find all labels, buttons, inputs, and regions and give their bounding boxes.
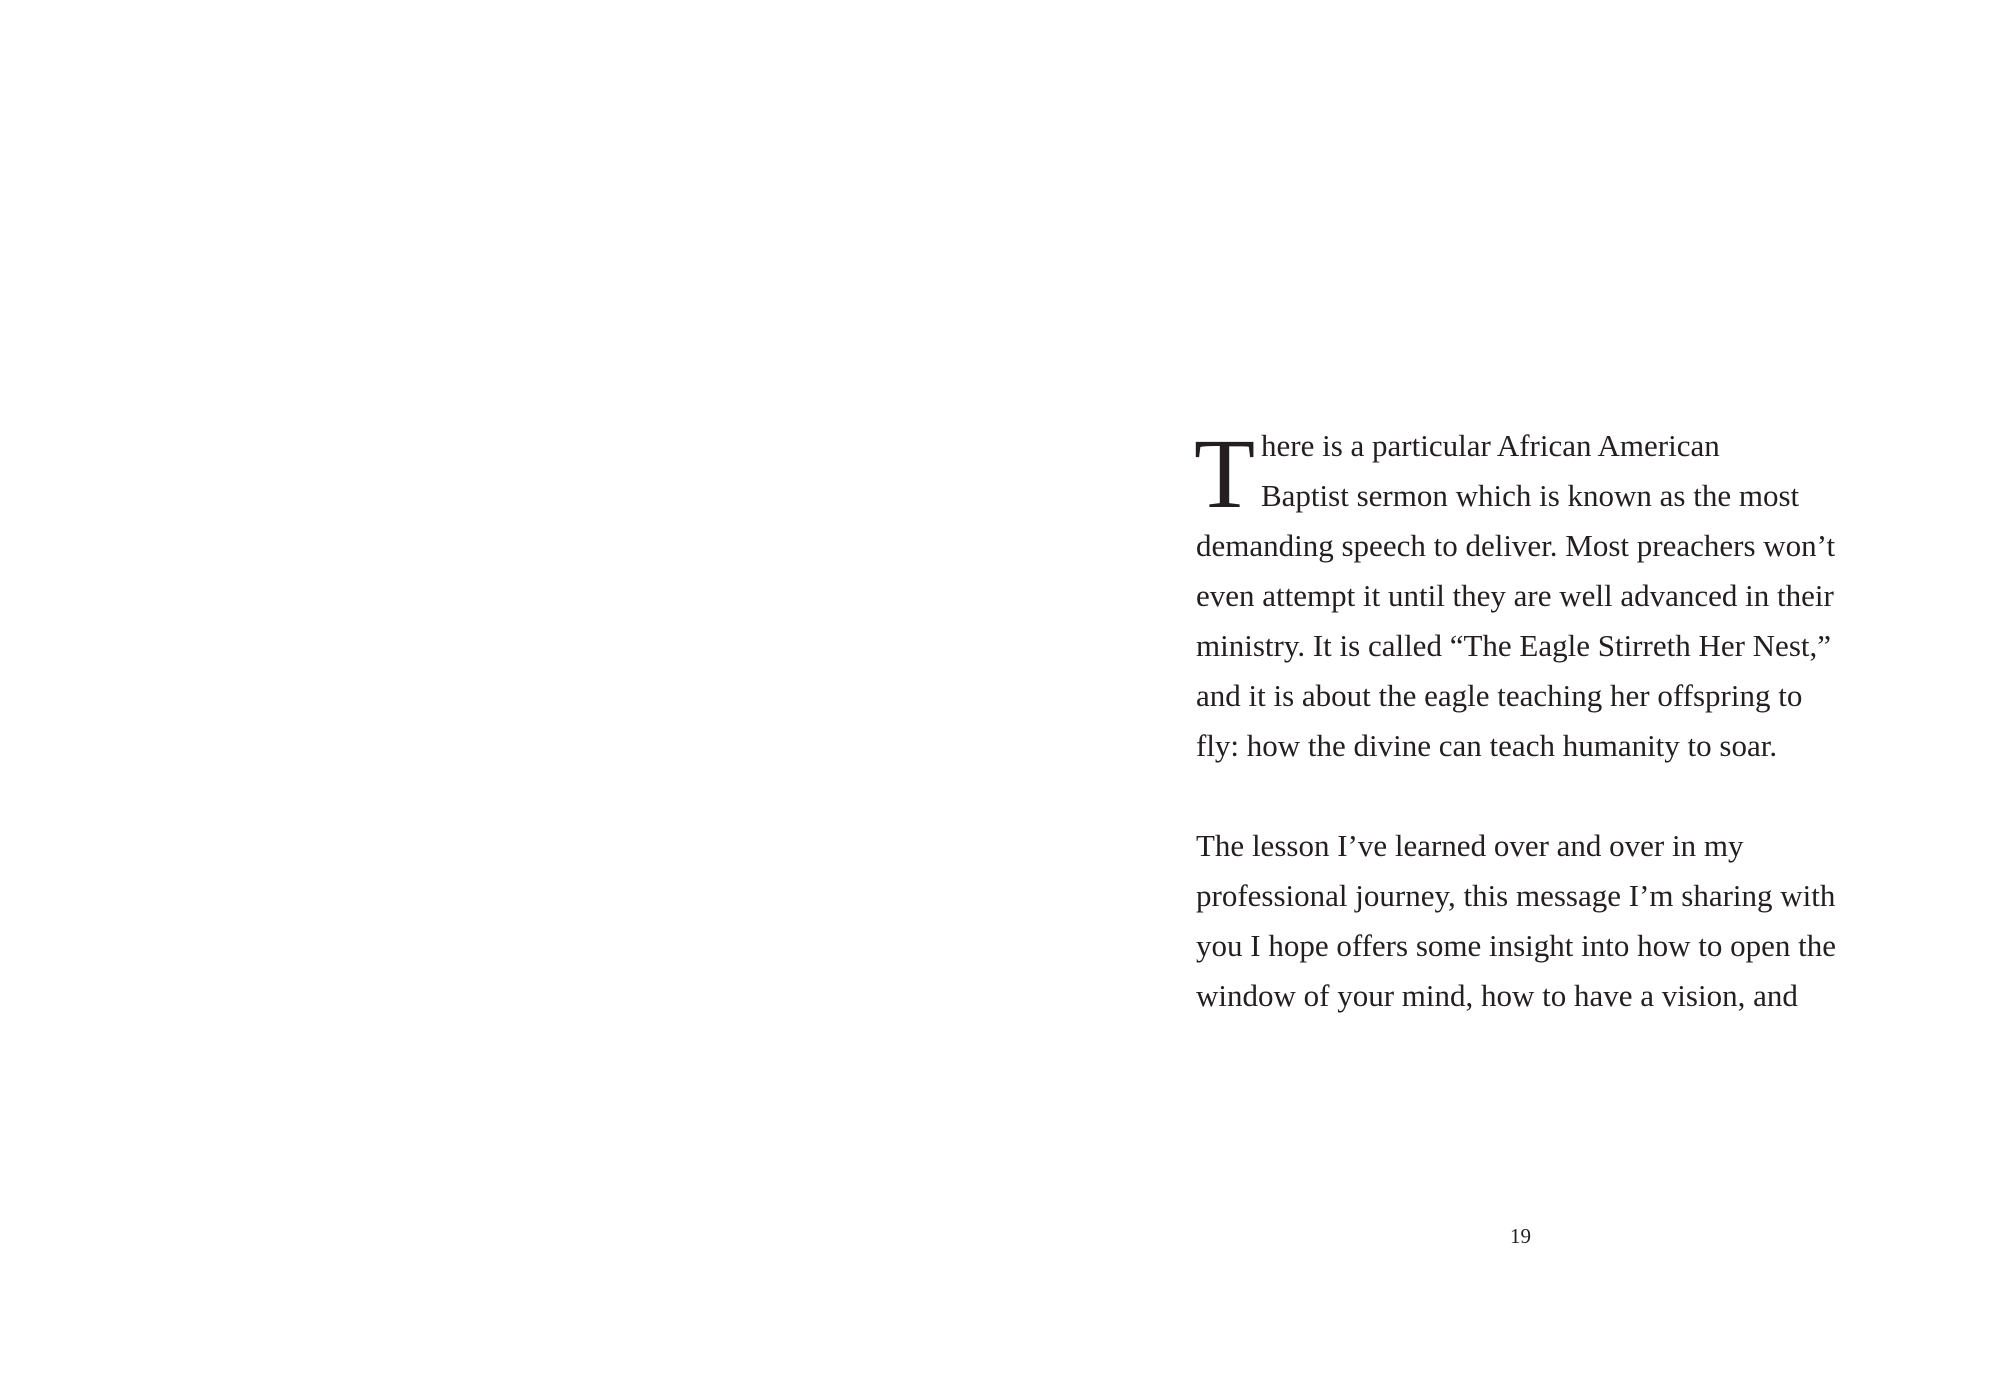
paragraph-1-line-5: ministry. It is called “The Eagle Stirreth Her Nest,”	[1196, 628, 1832, 663]
body-text	[1194, 418, 1896, 1021]
paragraph-2	[1196, 821, 1896, 1021]
paragraph-1-line-6: and it is about the eagle teaching her offspring to	[1196, 678, 1803, 713]
paragraph-1-line-2: Baptist sermon which is known as the most	[1261, 478, 1800, 513]
paragraph-1-line-7: fly: how the divine can teach humanity to soar.	[1196, 728, 1778, 763]
paragraph-1	[1194, 418, 1896, 771]
drop-cap: T	[1194, 418, 1256, 529]
page-number: 19	[1510, 1224, 1531, 1248]
paragraph-2-line-1: The lesson I’ve learned over and over in my	[1196, 828, 1744, 863]
paragraph-2-line-2: professional journey, this message I’m sharing with	[1196, 878, 1836, 913]
line-1-text: here is a particular African American	[1261, 428, 1720, 463]
paragraph-1-line-3: demanding speech to deliver. Most preachers won’t	[1196, 528, 1836, 563]
paragraph-2-line-3: you I hope offers some insight into how to open the	[1196, 928, 1837, 963]
paragraph-1-line-4: even attempt it until they are well advanced in their	[1196, 578, 1834, 613]
paragraph-2-line-4: window of your mind, how to have a vision, and	[1196, 978, 1798, 1013]
paragraph-spacer	[1196, 771, 1896, 821]
right-page	[1000, 0, 2000, 1396]
